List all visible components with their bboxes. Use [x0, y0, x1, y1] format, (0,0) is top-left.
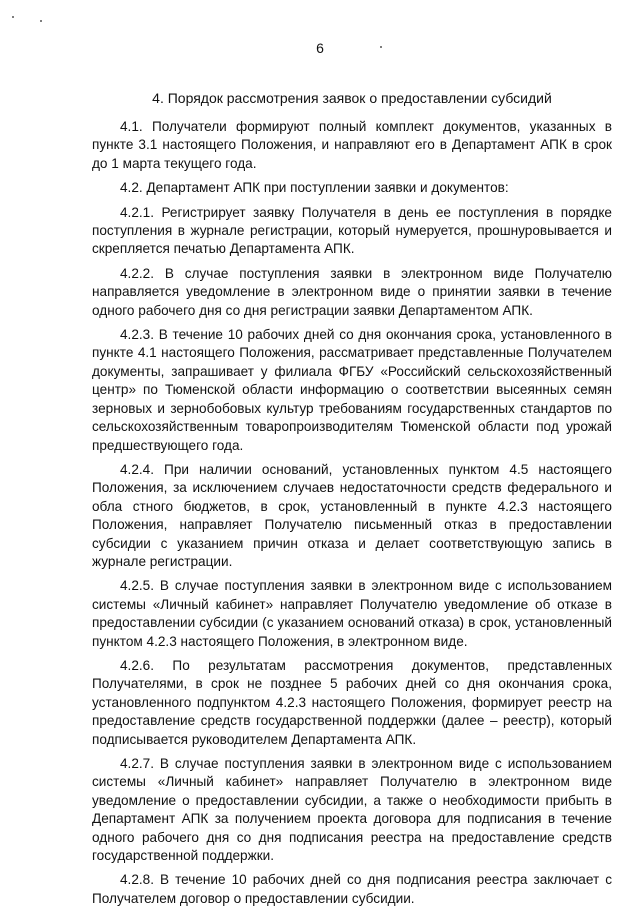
paragraph-4-2-1: 4.2.1. Регистрирует заявку Получателя в день ее поступления в порядке поступления в журнале регистрации, который нумеруется, прошнуровывается и скрепляется печатью Департамента АПК. [92, 204, 612, 257]
section-heading: 4. Порядок рассмотрения заявок о предоставлении субсидий [152, 90, 552, 106]
paragraph-4-2-5: 4.2.5. В случае поступления заявки в электронном виде с использованием системы «Личный кабинет» направляет Получателю уведомление об отказе в предоставлении субсидии (с указанием оснований отказа) в срок, установленный пунктом 4.2.3 настоящего Положения, в электронном виде. [92, 578, 612, 649]
paragraph-4-2-3: 4.2.3. В течение 10 рабочих дней со дня окончания срока, установленного в пункте 4.1 настоящего Положения, рассматривает представленные Получателем документы, запрашивает у филиала ФГБУ «Российский сельскохозяйственный центр» по Тюменской области информацию о соответствии высеянных семян зерновых и зернобобовых культур требованиям государственных стандартов по сельскохозяйственным товаропроизводителям Тюменской области под урожай предшествующего года. [92, 327, 612, 453]
page-number: 6 [316, 40, 324, 56]
scan-speck [12, 16, 14, 18]
document-body [92, 118, 612, 914]
paragraph-4-2-2: 4.2.2. В случае поступления заявки в электронном виде Получателю направляется уведомление в электронном виде о принятии заявки в течение одного рабочего дня со дня регистрации заявки Департаментом АПК. [92, 265, 612, 318]
paragraph-4-2-4: 4.2.4. При наличии оснований, установленных пунктом 4.5 настоящего Положения, за исключением случаев недостаточности средств федерального и обла стного бюджетов, в срок, установленный в пункте 4.2.3 настоящего Положения, направляет Получателю письменный отказ в предоставлении субсидии с указанием причин отказа и делает соответствующую запись в журнале регистрации. [92, 461, 612, 569]
paragraph-4-2: 4.2. Департамент АПК при поступлении заявки и документов: [120, 180, 509, 196]
paragraph-4-2-7: 4.2.7. В случае поступления заявки в электронном виде с использованием системы «Личный кабинет» направляет Получателю в электронном виде уведомление о предоставлении субсидии, а также о необходимости прибыть в Департамент АПК за получением проекта договора для подписания в течение одного рабочего дня со дня подписания реестра на предоставление средств государственной поддержки. [92, 756, 612, 864]
scan-speck [40, 20, 42, 22]
paragraph-4-2-8: 4.2.8. В течение 10 рабочих дней со дня подписания реестра заключает с Получателем договор о предоставлении субсидии. [92, 872, 612, 906]
paragraph-4-2-6: 4.2.6. По результатам рассмотрения документов, представленных Получателями, в срок не позднее 5 рабочих дней со дня окончания срока, установленного подпунктом 4.2.3 настоящего Положения, формирует реестр на предоставление средств государственной поддержки (далее – реестр), который подписывается руководителем Департамента АПК. [92, 657, 612, 747]
paragraph-4-1: 4.1. Получатели формируют полный комплект документов, указанных в пункте 3.1 настоящего Положения, и направляют его в Департамент АПК в срок до 1 марта текущего года. [92, 119, 612, 171]
